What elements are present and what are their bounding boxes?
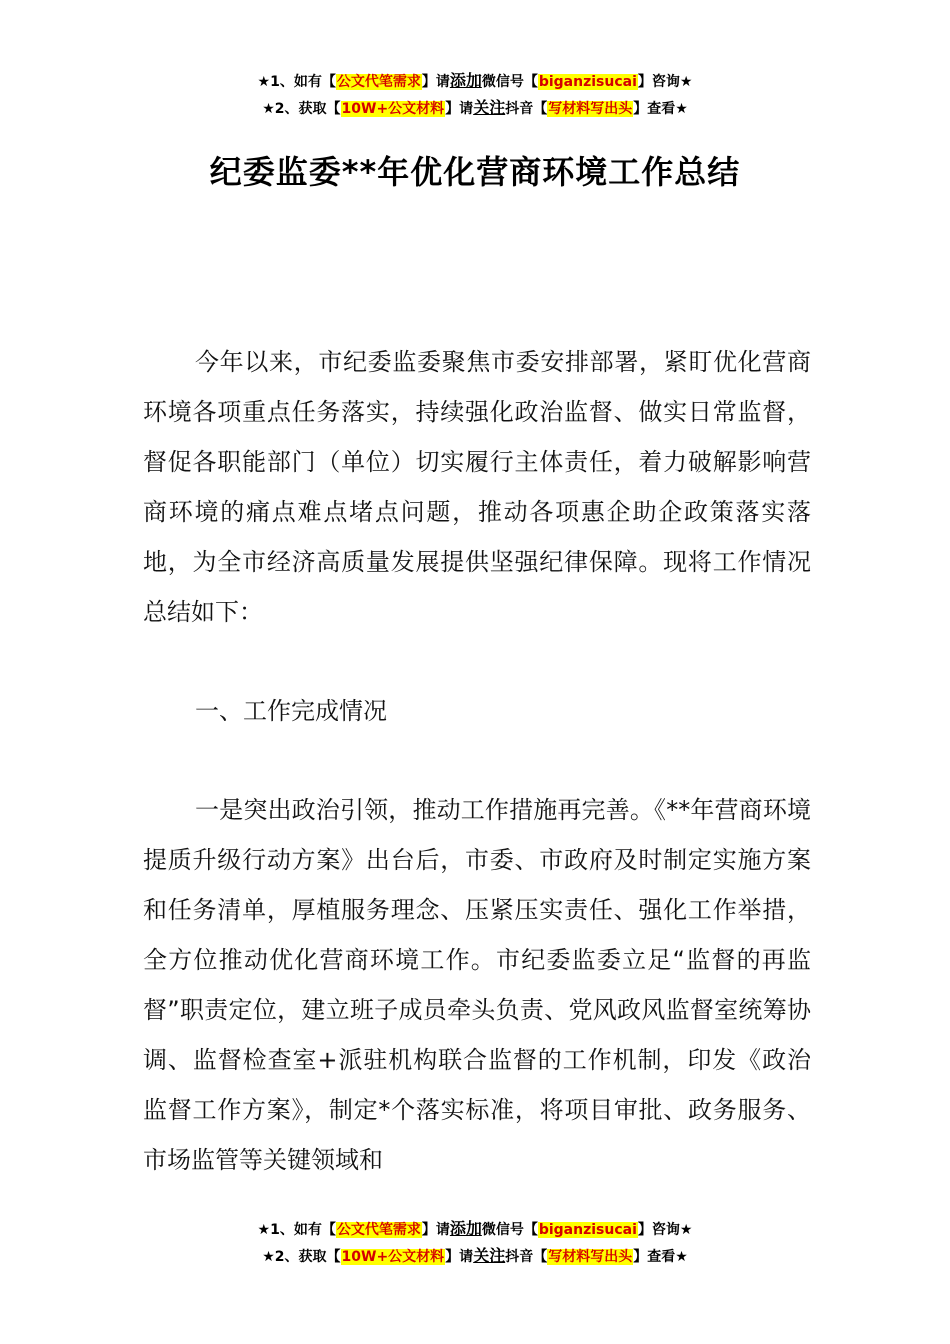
footer-promo-banner (0, 1216, 950, 1270)
promo-emphasis: 添加 (449, 1219, 482, 1238)
promo-text: 微信号【 (481, 1222, 538, 1238)
promo-line-1 (0, 68, 950, 95)
promo-highlight: 10W+公文材料 (341, 101, 445, 117)
promo-text: 抖音【 (505, 1249, 548, 1265)
intro-paragraph: 今年以来，市纪委监委聚焦市委安排部署，紧盯优化营商环境各项重点任务落实，持续强化政治监督、做实日常监督，督促各职能部门（单位）切实履行主体责任，着力破解影响营商环境的痛点难点堵点问题，推动各项惠企助企政策落实落地，为全市经济高质量发展提供坚强纪律保障。现将工作情况总结如下： (143, 348, 811, 626)
promo-text: 】请 (421, 1222, 450, 1238)
promo-highlight: 公文代笔需求 (336, 1222, 421, 1238)
promo-line-2 (0, 95, 950, 122)
section-heading: 一、工作完成情况 (195, 697, 387, 725)
promo-text: 】查看★ (633, 101, 688, 117)
promo-text: 】查看★ (633, 1249, 688, 1265)
promo-text: ★2、获取【 (262, 101, 341, 117)
promo-text: 】咨询★ (637, 74, 693, 90)
document-title: 纪委监委**年优化营商环境工作总结 (209, 153, 741, 191)
promo-text: 微信号【 (481, 74, 538, 90)
promo-text: ★2、获取【 (262, 1249, 341, 1265)
header-promo-banner (0, 68, 950, 122)
douyin-id-highlight: 写材料写出头 (548, 1249, 633, 1265)
promo-highlight: 10W+公文材料 (341, 1249, 445, 1265)
promo-text: 】请 (421, 74, 450, 90)
promo-text: ★1、如有【 (257, 1222, 336, 1238)
promo-text: ★1、如有【 (257, 74, 336, 90)
promo-text: 】请 (445, 101, 474, 117)
promo-text: 】请 (445, 1249, 474, 1265)
wechat-id-highlight: biganzisucai (538, 1222, 637, 1238)
promo-line-1 (0, 1216, 950, 1243)
promo-text: 】咨询★ (637, 1222, 693, 1238)
body-paragraph: 一是突出政治引领，推动工作措施再完善。《**年营商环境提质升级行动方案》出台后，市委、市政府及时制定实施方案和任务清单，厚植服务理念、压紧压实责任、强化工作举措，全方位推动优化营商环境工作。市纪委监委立足“监督的再监督”职责定位，建立班子成员牵头负责、党风政风监督室统筹协调、监督检查室+派驻机构联合监督的工作机制，印发《政治监督工作方案》，制定*个落实标准，将项目审批、政务服务、市场监管等关键领域和 (143, 796, 811, 1174)
wechat-id-highlight: biganzisucai (538, 74, 637, 90)
promo-text: 抖音【 (505, 101, 548, 117)
promo-emphasis: 关注 (473, 1246, 506, 1265)
promo-emphasis: 关注 (473, 98, 506, 117)
promo-emphasis: 添加 (449, 71, 482, 90)
promo-highlight: 公文代笔需求 (336, 74, 421, 90)
promo-line-2 (0, 1243, 950, 1270)
douyin-id-highlight: 写材料写出头 (548, 101, 633, 117)
